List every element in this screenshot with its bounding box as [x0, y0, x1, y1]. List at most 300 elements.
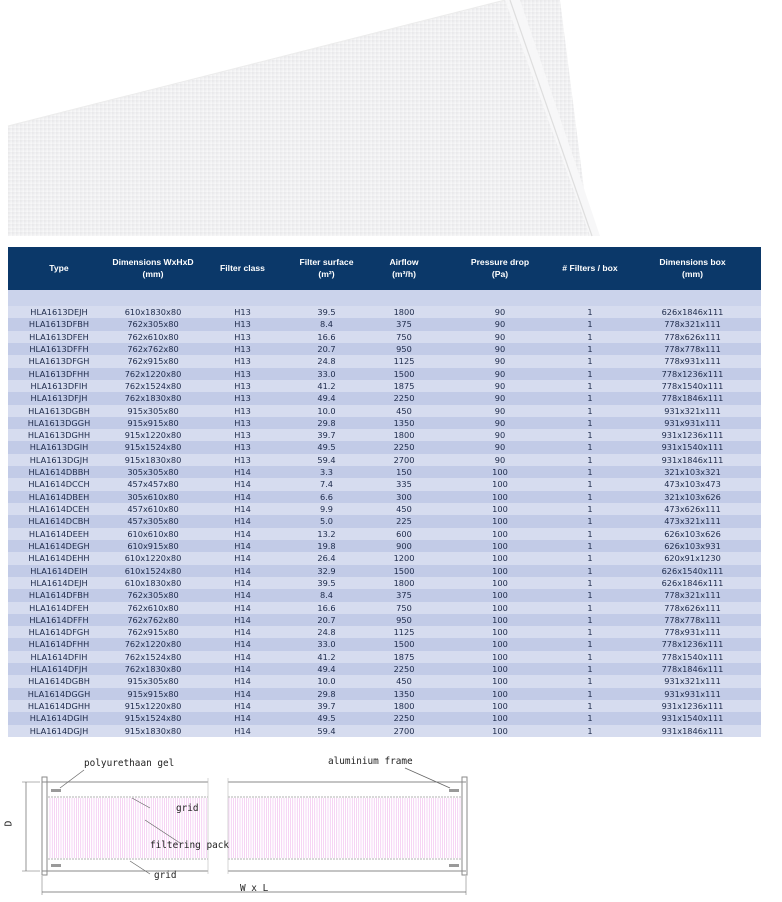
- table-cell: 100: [444, 725, 556, 737]
- table-cell: 626x1540x111: [624, 565, 761, 577]
- table-cell: 1: [556, 491, 624, 503]
- table-cell: 1: [556, 552, 624, 564]
- table-cell: 778x1540x111: [624, 651, 761, 663]
- table-cell: 900: [364, 540, 444, 552]
- table-cell: 90: [444, 368, 556, 380]
- table-cell: 100: [444, 614, 556, 626]
- table-cell: H13: [196, 306, 289, 318]
- table-cell: 150: [364, 466, 444, 478]
- table-cell: 20.7: [289, 343, 364, 355]
- table-cell: 90: [444, 417, 556, 429]
- column-header: [556, 247, 624, 290]
- column-header: [289, 247, 364, 290]
- table-cell: H14: [196, 503, 289, 515]
- table-cell: H14: [196, 700, 289, 712]
- table-cell: 90: [444, 318, 556, 330]
- table-cell: HLA1614DBBH: [8, 466, 110, 478]
- table-cell: 778x778x111: [624, 343, 761, 355]
- table-cell: 915x1220x80: [110, 700, 196, 712]
- table-cell: 457x610x80: [110, 503, 196, 515]
- table-cell: 49.4: [289, 392, 364, 404]
- table-cell: H14: [196, 675, 289, 687]
- table-cell: 100: [444, 478, 556, 490]
- header-spacer: [8, 290, 761, 306]
- table-cell: 7.4: [289, 478, 364, 490]
- table-row: [8, 306, 761, 318]
- column-header-title: Pressure drop: [470, 257, 530, 267]
- table-cell: 762x1220x80: [110, 638, 196, 650]
- table-cell: 1: [556, 331, 624, 343]
- table-row: [8, 577, 761, 589]
- table-cell: 39.7: [289, 429, 364, 441]
- table-cell: H14: [196, 491, 289, 503]
- table-cell: 49.4: [289, 663, 364, 675]
- table-row: [8, 712, 761, 724]
- table-cell: 1800: [364, 306, 444, 318]
- table-cell: HLA1614DFGH: [8, 626, 110, 638]
- table-row: [8, 331, 761, 343]
- table-cell: 1: [556, 454, 624, 466]
- table-cell: 1500: [364, 565, 444, 577]
- table-cell: 610x915x80: [110, 540, 196, 552]
- table-cell: 915x305x80: [110, 675, 196, 687]
- table-cell: 10.0: [289, 405, 364, 417]
- table-cell: 762x915x80: [110, 355, 196, 367]
- table-cell: HLA1613DFEH: [8, 331, 110, 343]
- table-cell: 32.9: [289, 565, 364, 577]
- label-aluminium-frame: aluminium frame: [328, 756, 413, 767]
- table-cell: 1125: [364, 355, 444, 367]
- table-cell: 375: [364, 589, 444, 601]
- table-cell: 1: [556, 638, 624, 650]
- table-cell: 2250: [364, 392, 444, 404]
- table-cell: 6.6: [289, 491, 364, 503]
- table-cell: 762x1830x80: [110, 663, 196, 675]
- table-cell: 1: [556, 565, 624, 577]
- table-cell: 225: [364, 515, 444, 527]
- table-cell: 1500: [364, 368, 444, 380]
- table-cell: H14: [196, 638, 289, 650]
- table-cell: 10.0: [289, 675, 364, 687]
- table-cell: 2250: [364, 441, 444, 453]
- table-cell: H13: [196, 405, 289, 417]
- label-depth: D: [3, 820, 15, 827]
- table-cell: 100: [444, 565, 556, 577]
- table-cell: 600: [364, 528, 444, 540]
- label-polyurethaan-gel: polyurethaan gel: [84, 758, 175, 769]
- table-cell: HLA1613DFGH: [8, 355, 110, 367]
- table-cell: HLA1613DEJH: [8, 306, 110, 318]
- table-cell: 931x931x111: [624, 688, 761, 700]
- table-cell: 1: [556, 503, 624, 515]
- table-cell: 90: [444, 331, 556, 343]
- table-cell: 59.4: [289, 454, 364, 466]
- table-cell: 473x626x111: [624, 503, 761, 515]
- column-header-unit: (mm): [142, 268, 164, 279]
- table-cell: 1: [556, 417, 624, 429]
- table-cell: 1800: [364, 577, 444, 589]
- table-row: [8, 392, 761, 404]
- table-cell: 100: [444, 663, 556, 675]
- table-cell: 1350: [364, 417, 444, 429]
- table-cell: 16.6: [289, 331, 364, 343]
- column-header-title: Filter class: [220, 262, 265, 273]
- table-row: [8, 454, 761, 466]
- table-cell: 100: [444, 675, 556, 687]
- table-cell: HLA1613DFIH: [8, 380, 110, 392]
- table-cell: 1: [556, 392, 624, 404]
- filter-cross-section-diagram: [0, 748, 480, 897]
- table-cell: 100: [444, 528, 556, 540]
- table-row: [8, 515, 761, 527]
- table-cell: 100: [444, 515, 556, 527]
- table-row: [8, 368, 761, 380]
- table-row: [8, 429, 761, 441]
- table-cell: H14: [196, 663, 289, 675]
- table-cell: H13: [196, 454, 289, 466]
- table-cell: 450: [364, 503, 444, 515]
- table-cell: 1800: [364, 429, 444, 441]
- table-cell: 8.4: [289, 318, 364, 330]
- table-cell: 100: [444, 602, 556, 614]
- table-cell: 16.6: [289, 602, 364, 614]
- table-cell: 1: [556, 725, 624, 737]
- table-cell: H14: [196, 626, 289, 638]
- table-cell: 931x1846x111: [624, 725, 761, 737]
- table-cell: 750: [364, 602, 444, 614]
- table-row: [8, 417, 761, 429]
- table-cell: H14: [196, 589, 289, 601]
- table-row: [8, 380, 761, 392]
- table-cell: H14: [196, 478, 289, 490]
- table-cell: H13: [196, 318, 289, 330]
- table-cell: 26.4: [289, 552, 364, 564]
- table-cell: 762x762x80: [110, 343, 196, 355]
- table-cell: 778x1236x111: [624, 638, 761, 650]
- column-header-title: Dimensions box: [659, 257, 726, 267]
- column-header-unit: (m²): [318, 268, 335, 279]
- table-header-row: [8, 247, 761, 290]
- column-header: [624, 247, 761, 290]
- table-cell: 90: [444, 380, 556, 392]
- spec-table: [8, 247, 761, 737]
- table-cell: HLA1614DFJH: [8, 663, 110, 675]
- table-cell: H14: [196, 528, 289, 540]
- table-cell: 100: [444, 688, 556, 700]
- table-cell: HLA1613DGHH: [8, 429, 110, 441]
- table-cell: 90: [444, 405, 556, 417]
- table-cell: 2250: [364, 712, 444, 724]
- table-cell: 1: [556, 368, 624, 380]
- table-cell: H13: [196, 368, 289, 380]
- table-body: [8, 306, 761, 737]
- table-cell: 473x103x473: [624, 478, 761, 490]
- table-cell: 39.5: [289, 577, 364, 589]
- table-cell: 931x1846x111: [624, 454, 761, 466]
- table-cell: 778x1236x111: [624, 368, 761, 380]
- table-row: [8, 343, 761, 355]
- table-cell: HLA1614DGIH: [8, 712, 110, 724]
- table-cell: 778x626x111: [624, 602, 761, 614]
- table-cell: 1: [556, 577, 624, 589]
- table-row: [8, 626, 761, 638]
- table-cell: 90: [444, 306, 556, 318]
- table-cell: 1350: [364, 688, 444, 700]
- table-row: [8, 552, 761, 564]
- table-cell: 610x610x80: [110, 528, 196, 540]
- table-cell: 762x610x80: [110, 331, 196, 343]
- table-cell: 24.8: [289, 626, 364, 638]
- table-row: [8, 688, 761, 700]
- table-cell: H14: [196, 651, 289, 663]
- table-cell: HLA1614DEIH: [8, 565, 110, 577]
- table-cell: 762x610x80: [110, 602, 196, 614]
- table-cell: 1: [556, 405, 624, 417]
- table-cell: 1: [556, 712, 624, 724]
- table-cell: H14: [196, 565, 289, 577]
- table-cell: H14: [196, 540, 289, 552]
- table-cell: 610x1220x80: [110, 552, 196, 564]
- table-cell: H14: [196, 577, 289, 589]
- column-header: [110, 247, 196, 290]
- table-row: [8, 503, 761, 515]
- table-cell: 100: [444, 466, 556, 478]
- table-cell: 100: [444, 589, 556, 601]
- table-cell: 49.5: [289, 441, 364, 453]
- table-cell: H13: [196, 417, 289, 429]
- table-cell: 1875: [364, 651, 444, 663]
- table-cell: 321x103x626: [624, 491, 761, 503]
- table-cell: H14: [196, 466, 289, 478]
- table-cell: 90: [444, 441, 556, 453]
- table-cell: 1: [556, 688, 624, 700]
- table-cell: HLA1614DFBH: [8, 589, 110, 601]
- table-cell: 626x103x626: [624, 528, 761, 540]
- table-cell: HLA1613DGBH: [8, 405, 110, 417]
- table-cell: 90: [444, 355, 556, 367]
- table-cell: 1: [556, 589, 624, 601]
- column-header: [8, 247, 110, 290]
- table-cell: 305x305x80: [110, 466, 196, 478]
- table-cell: 610x1524x80: [110, 565, 196, 577]
- table-cell: 778x778x111: [624, 614, 761, 626]
- table-row: [8, 651, 761, 663]
- table-cell: 100: [444, 651, 556, 663]
- table-cell: 950: [364, 343, 444, 355]
- table-cell: 2700: [364, 454, 444, 466]
- table-cell: 931x1236x111: [624, 700, 761, 712]
- table-cell: 610x1830x80: [110, 577, 196, 589]
- table-cell: 1: [556, 528, 624, 540]
- table-cell: 778x931x111: [624, 626, 761, 638]
- table-cell: HLA1613DGGH: [8, 417, 110, 429]
- table-cell: 778x1540x111: [624, 380, 761, 392]
- table-cell: 41.2: [289, 651, 364, 663]
- table-cell: 13.2: [289, 528, 364, 540]
- table-cell: 950: [364, 614, 444, 626]
- table-cell: 39.7: [289, 700, 364, 712]
- table-cell: HLA1614DFHH: [8, 638, 110, 650]
- table-cell: 33.0: [289, 368, 364, 380]
- table-cell: H13: [196, 380, 289, 392]
- table-cell: 931x931x111: [624, 417, 761, 429]
- table-cell: 457x457x80: [110, 478, 196, 490]
- table-cell: 915x1830x80: [110, 454, 196, 466]
- table-cell: HLA1614DGGH: [8, 688, 110, 700]
- table-cell: HLA1613DFFH: [8, 343, 110, 355]
- table-cell: HLA1613DFBH: [8, 318, 110, 330]
- label-grid-top: grid: [176, 803, 199, 814]
- table-cell: 1: [556, 478, 624, 490]
- table-cell: 931x321x111: [624, 405, 761, 417]
- table-cell: 8.4: [289, 589, 364, 601]
- table-cell: 762x305x80: [110, 589, 196, 601]
- table-cell: 2700: [364, 725, 444, 737]
- table-cell: 24.8: [289, 355, 364, 367]
- table-cell: 1: [556, 663, 624, 675]
- table-cell: 3.3: [289, 466, 364, 478]
- table-cell: 931x1236x111: [624, 429, 761, 441]
- table-cell: 931x1540x111: [624, 712, 761, 724]
- table-cell: HLA1614DFEH: [8, 602, 110, 614]
- table-cell: 457x305x80: [110, 515, 196, 527]
- table-cell: 915x1524x80: [110, 441, 196, 453]
- table-cell: 29.8: [289, 688, 364, 700]
- table-cell: 778x321x111: [624, 589, 761, 601]
- table-cell: 1200: [364, 552, 444, 564]
- table-cell: H13: [196, 355, 289, 367]
- table-cell: 778x931x111: [624, 355, 761, 367]
- table-cell: 762x1220x80: [110, 368, 196, 380]
- table-cell: 1: [556, 318, 624, 330]
- table-row: [8, 466, 761, 478]
- column-header-title: # Filters / box: [562, 262, 618, 273]
- table-row: [8, 318, 761, 330]
- table-cell: 762x1830x80: [110, 392, 196, 404]
- table-row: [8, 602, 761, 614]
- table-cell: 750: [364, 331, 444, 343]
- table-cell: HLA1614DCCH: [8, 478, 110, 490]
- table-cell: 915x305x80: [110, 405, 196, 417]
- table-cell: HLA1613DFHH: [8, 368, 110, 380]
- table-cell: H13: [196, 343, 289, 355]
- table-row: [8, 675, 761, 687]
- table-cell: H13: [196, 392, 289, 404]
- table-cell: 1: [556, 466, 624, 478]
- table-cell: 1: [556, 515, 624, 527]
- table-cell: HLA1614DGHH: [8, 700, 110, 712]
- column-header-unit: (m³/h): [392, 268, 416, 279]
- table-cell: 1: [556, 700, 624, 712]
- table-cell: H14: [196, 602, 289, 614]
- table-cell: 1: [556, 626, 624, 638]
- table-row: [8, 725, 761, 737]
- table-cell: 100: [444, 552, 556, 564]
- pleat-lines: [50, 798, 460, 858]
- column-header-title: Type: [49, 262, 69, 273]
- table-cell: 915x1524x80: [110, 712, 196, 724]
- table-cell: 1: [556, 380, 624, 392]
- table-cell: HLA1614DFFH: [8, 614, 110, 626]
- table-cell: 39.5: [289, 306, 364, 318]
- table-cell: 335: [364, 478, 444, 490]
- column-header-title: Filter surface: [299, 257, 354, 267]
- table-row: [8, 638, 761, 650]
- table-cell: HLA1614DCBH: [8, 515, 110, 527]
- table-cell: 762x915x80: [110, 626, 196, 638]
- table-row: [8, 589, 761, 601]
- table-cell: HLA1614DCEH: [8, 503, 110, 515]
- table-row: [8, 700, 761, 712]
- column-header-title: Airflow: [389, 257, 419, 267]
- table-cell: 5.0: [289, 515, 364, 527]
- table-cell: 1: [556, 355, 624, 367]
- table-cell: 1: [556, 675, 624, 687]
- table-cell: 33.0: [289, 638, 364, 650]
- table-row: [8, 614, 761, 626]
- table-cell: 1: [556, 343, 624, 355]
- table-row: [8, 441, 761, 453]
- table-cell: 931x1540x111: [624, 441, 761, 453]
- table-cell: HLA1614DGJH: [8, 725, 110, 737]
- table-cell: 321x103x321: [624, 466, 761, 478]
- table-cell: 778x1846x111: [624, 392, 761, 404]
- table-cell: 762x1524x80: [110, 651, 196, 663]
- table-cell: HLA1613DGJH: [8, 454, 110, 466]
- table-cell: 59.4: [289, 725, 364, 737]
- table-cell: 626x1846x111: [624, 577, 761, 589]
- table-cell: 41.2: [289, 380, 364, 392]
- table-cell: 90: [444, 454, 556, 466]
- column-header-title: Dimensions WxHxD: [112, 257, 194, 267]
- table-cell: 1: [556, 441, 624, 453]
- table-cell: HLA1614DEEH: [8, 528, 110, 540]
- table-cell: 450: [364, 405, 444, 417]
- table-cell: H14: [196, 725, 289, 737]
- column-header-unit: (Pa): [491, 268, 509, 279]
- table-cell: 626x1846x111: [624, 306, 761, 318]
- table-row: [8, 528, 761, 540]
- table-cell: 450: [364, 675, 444, 687]
- table-cell: 100: [444, 626, 556, 638]
- table-row: [8, 663, 761, 675]
- table-cell: 19.8: [289, 540, 364, 552]
- table-cell: 762x305x80: [110, 318, 196, 330]
- table-cell: H14: [196, 688, 289, 700]
- table-cell: HLA1614DEJH: [8, 577, 110, 589]
- table-cell: 1: [556, 540, 624, 552]
- table-cell: HLA1613DGIH: [8, 441, 110, 453]
- table-cell: 778x321x111: [624, 318, 761, 330]
- label-filtering-pack: filtering pack: [150, 840, 230, 851]
- table-cell: HLA1614DFIH: [8, 651, 110, 663]
- table-row: [8, 565, 761, 577]
- table-cell: 29.8: [289, 417, 364, 429]
- table-cell: 1: [556, 429, 624, 441]
- table-cell: 915x1830x80: [110, 725, 196, 737]
- table-cell: 100: [444, 700, 556, 712]
- table-cell: 300: [364, 491, 444, 503]
- table-cell: 100: [444, 540, 556, 552]
- table-cell: 100: [444, 638, 556, 650]
- table-cell: 915x915x80: [110, 417, 196, 429]
- table-cell: H13: [196, 331, 289, 343]
- table-cell: 90: [444, 343, 556, 355]
- column-header: [364, 247, 444, 290]
- table-row: [8, 478, 761, 490]
- table-cell: HLA1614DEHH: [8, 552, 110, 564]
- table-cell: 90: [444, 429, 556, 441]
